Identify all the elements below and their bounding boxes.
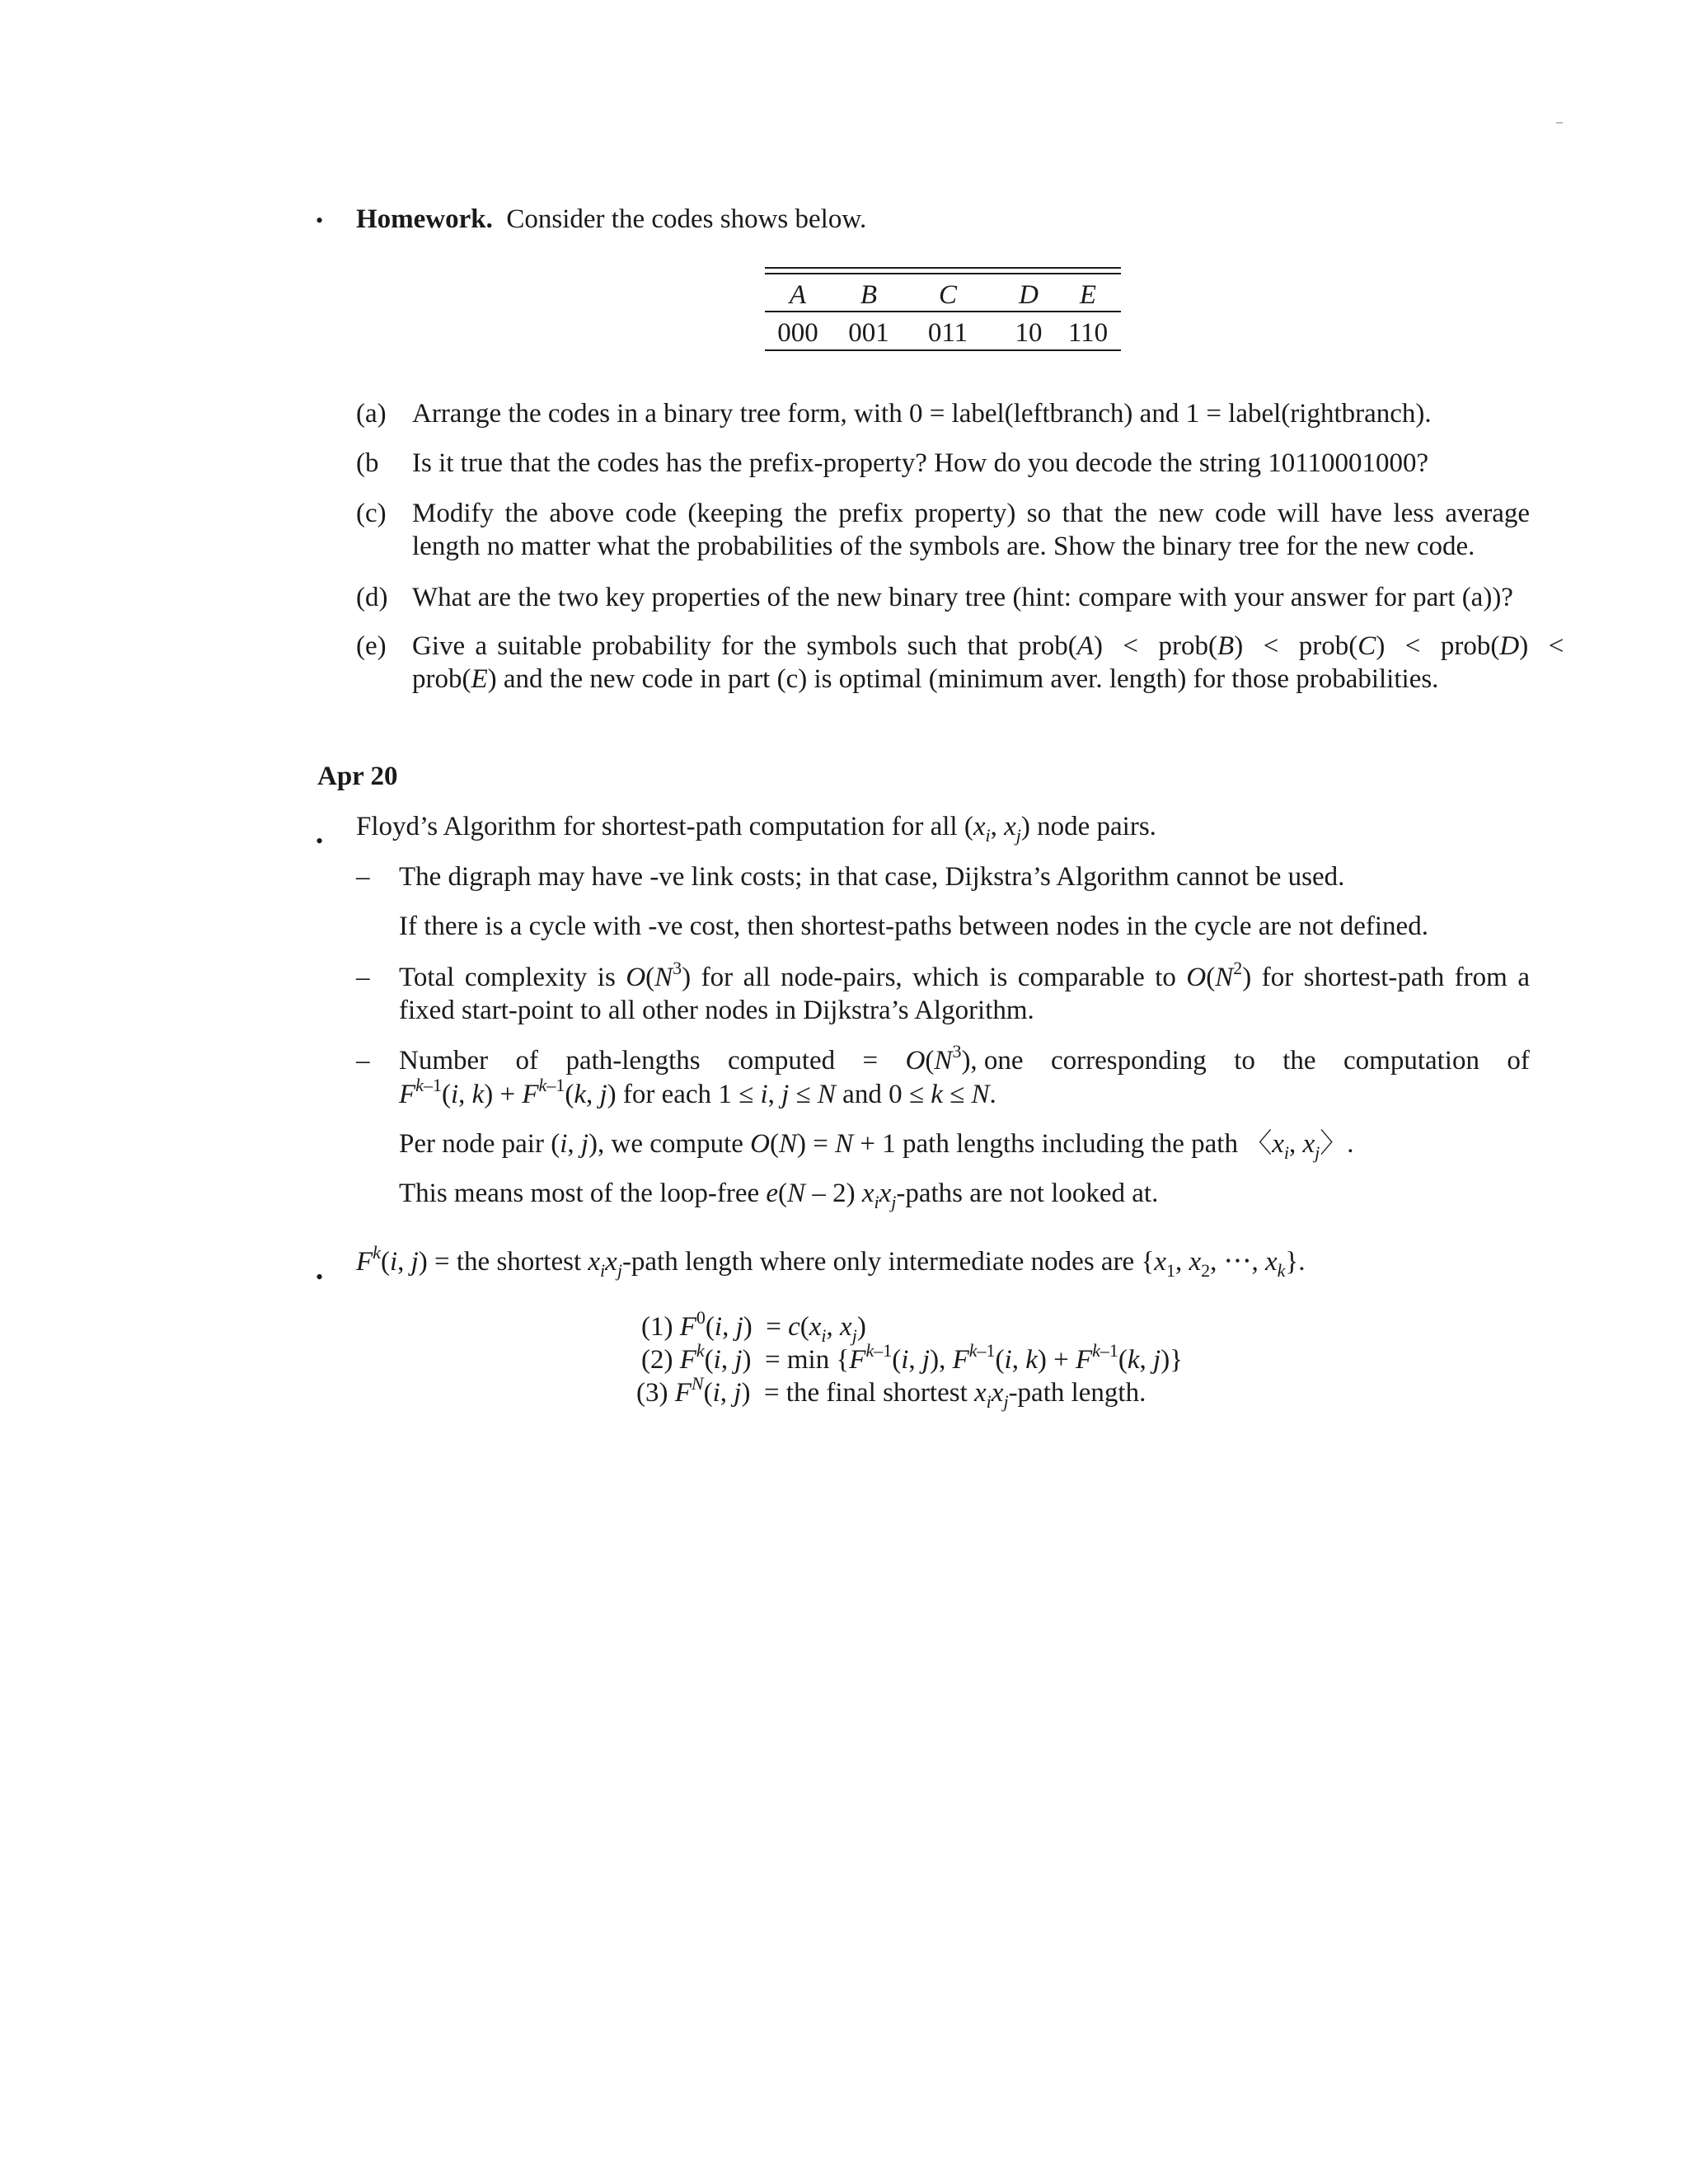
table-cell: 10: [1015, 318, 1043, 348]
item-text-e-line2: prob(E) and the new code in part (c) is optimal (minimum aver. length) for those probabilities.: [412, 664, 1439, 694]
dash3-word: Number: [399, 1046, 489, 1076]
dash: –: [356, 963, 370, 992]
table-row: [765, 316, 1121, 349]
eq3: (3) $F^N(i$, j) = the final shortest $x_ix_j$-path length.: [636, 1373, 1146, 1412]
eq1: (1) $F^0(i$, $j) = c(x_i$, $x_j$): [641, 1307, 866, 1346]
dash3-word: of: [1507, 1046, 1530, 1076]
dash2-post: for shortest-path from a: [1261, 963, 1530, 992]
dash3-pair-post: path lengths including the path: [903, 1129, 1238, 1159]
item-text-d: What are the two key properties of the new binary tree (hint: compare with your answer for part (a))?: [412, 583, 1513, 612]
eq2: (2) $F^k(i$, $j) = \min \{F^{k-1}(i$, j), $F^{k-1}(i$, $k) + F^{k-1}(k$, j)}: [641, 1340, 1184, 1375]
table-header-cell: A: [789, 280, 807, 310]
table-cell: 000: [777, 318, 818, 348]
table-cell: 011: [927, 318, 968, 348]
bullet: •: [316, 209, 324, 232]
eq-number: (3): [636, 1378, 668, 1408]
floyd-text-pre: Floyd’s Algorithm for shortest-path computation for all: [356, 812, 958, 841]
fk-line: $F^k(i$, j) = the shortest $x_ix_j$-path length where only intermediate nodes are {$x_1$, $x_2$, ⋅⋅⋅, $x_k$}.: [356, 1242, 1306, 1281]
bullet: •: [316, 1265, 324, 1289]
homework-label: Homework.: [356, 204, 493, 234]
dash3-for-each: for each: [622, 1080, 712, 1109]
dash1-line1: The digraph may have -ve link costs; in that case, Dijkstra’s Algorithm cannot be used.: [399, 862, 1345, 892]
dash3-word: to: [1234, 1046, 1255, 1076]
dash3-word: computation: [1343, 1046, 1479, 1076]
dash3-loopfree-post: -paths are not looked at.: [896, 1179, 1159, 1208]
fk-post: -path length where only intermediate nodes are: [621, 1247, 1135, 1277]
dash3-word: =: [862, 1046, 879, 1076]
table-cell: 110: [1067, 318, 1109, 348]
dash3-pair-pre: Per node pair: [399, 1129, 544, 1159]
table-header-cell: E: [1079, 280, 1097, 310]
dash3-loopfree-pre: This means most of the loop-free: [399, 1179, 760, 1208]
item-label-a: (a): [356, 399, 387, 429]
dash3-and: and: [842, 1080, 882, 1109]
homework-intro-line: [356, 203, 866, 237]
item-text-a: Arrange the codes in a binary tree form, with 0 = label(leftbranch) and 1 = label(rightbranch).: [412, 399, 1432, 429]
table-header-cell: D: [1019, 280, 1039, 310]
dash3-word: of: [515, 1046, 539, 1076]
dash3-pair-mid: , we compute: [598, 1129, 743, 1159]
item-text-e-pre: Give a suitable probability for the symbols such that prob(: [412, 631, 1077, 661]
dash: –: [356, 862, 370, 892]
bullet: •: [316, 829, 324, 853]
dash3-word: the: [1282, 1046, 1316, 1076]
dash2-mid: for all node-pairs, which is comparable to: [701, 963, 1176, 992]
eq-number: (1): [641, 1312, 673, 1342]
dash2-pre: Total complexity is: [399, 963, 616, 992]
dash: –: [356, 1046, 370, 1076]
item-text-c-line1-text: Modify the above code (keeping the prefix property) so that the new code will have less average: [412, 499, 1530, 528]
item-label-e: (e): [356, 631, 387, 661]
item-label-d: (d): [356, 583, 388, 612]
section-heading: Apr 20: [317, 762, 398, 791]
dash3-line4: This means most of the loop-free e(N – 2) $x_ix_j$-paths are not looked at.: [399, 1179, 1159, 1212]
table-header-cell: B: [860, 280, 878, 310]
table-header-cell: C: [938, 280, 957, 310]
eq-number: (2): [641, 1345, 673, 1375]
dash3-complexity: $O(N^3)$, one: [905, 1041, 1024, 1076]
dash1-line2: If there is a cycle with -ve cost, then shortest-paths between nodes in the cycle are not defined.: [399, 912, 1428, 941]
table-rule: [765, 349, 1121, 351]
dash2-line1: Total complexity is $O(N^3)$ for all node-pairs, which is comparable to $O(N^2)$ for shortest-path from a: [399, 958, 1530, 992]
table-rule: [765, 273, 1121, 274]
item-text-e-line1: Give a suitable probability for the symbols such that prob(A) < prob(B) < prob(C) < prob(D) <: [412, 631, 1564, 661]
dash3-line3: Per node pair (i, j), we compute O(N) = N + 1 path lengths including the path 〈$x_i$, $x_j$〉.: [399, 1129, 1354, 1163]
table-cell: 001: [848, 318, 889, 348]
item-text-b: Is it true that the codes has the prefix-property? How do you decode the string 10110001000?: [412, 448, 1429, 478]
table-rule: [765, 311, 1121, 312]
floyd-line: Floyd’s Algorithm for shortest-path computation for all ($x_i$, $x_j$) node pairs.: [356, 812, 1156, 846]
dash3-line1: [399, 1041, 1530, 1078]
item-text-c-line2: length no matter what the probabilities of the symbols are. Show the binary tree for the new code.: [412, 532, 1475, 561]
dash3-word: path-lengths: [565, 1046, 701, 1076]
table-header-row: [765, 279, 1121, 312]
dash3-word: computed: [728, 1046, 836, 1076]
item-label-b: (b: [356, 448, 379, 478]
fk-mid: = the shortest: [434, 1247, 582, 1277]
item-label-c: (c): [356, 499, 387, 528]
page-mark: [1556, 122, 1563, 124]
eq3-text: = the final shortest: [763, 1378, 968, 1408]
dash3-word: corresponding: [1050, 1046, 1207, 1076]
eq3-tail: -path length.: [1008, 1378, 1146, 1408]
floyd-text-post: node pairs.: [1037, 812, 1156, 841]
table-rule: [765, 267, 1121, 269]
homework-intro: Consider the codes shows below.: [506, 204, 867, 234]
dash2-line2: fixed start-point to all other nodes in Dijkstra’s Algorithm.: [399, 996, 1034, 1025]
item-text-e-post: ) and the new code in part (c) is optimal (minimum aver. length) for those probabilities.: [487, 664, 1439, 694]
item-text-c-line1: [412, 497, 1530, 531]
dash3-line2: $F^{k-1}(i$, $k) + F^{k-1}(k$, j) for each 1 ≤ i, j ≤ N and 0 ≤ k ≤ N.: [399, 1075, 996, 1109]
